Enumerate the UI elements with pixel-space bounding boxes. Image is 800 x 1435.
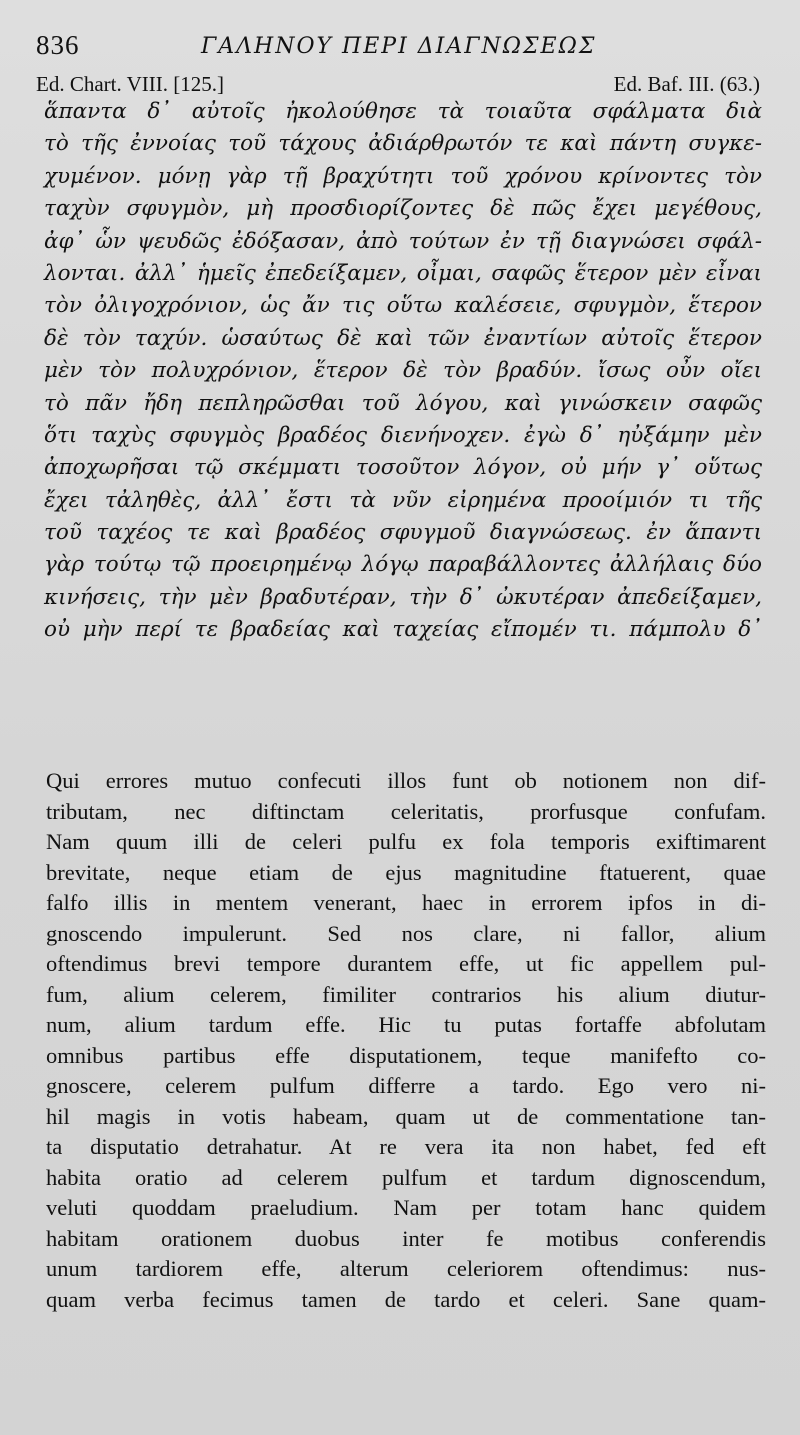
greek-line: τὸν ὀλιγοχρόνιον, ὡς ἄν τις οὕτω καλέσειε, σφυγμὸν, ἕτερον xyxy=(44,293,762,319)
greek-line: τὸ τῆς ἐννοίας τοῦ τάχους ἀδιάρθρωτόν τε καὶ πάντη συγκε- xyxy=(44,131,762,157)
edition-reference-chartier: Ed. Chart. VIII. [125.] xyxy=(36,72,224,96)
latin-line: hil magis in votis habeam, quam ut de commentatione tan- xyxy=(46,1103,766,1129)
latin-line: habita oratio ad celerem pulfum et tardum dignoscendum, xyxy=(46,1164,766,1190)
latin-line: quam verba fecimus tamen de tardo et celeri. Sane quam- xyxy=(46,1286,766,1312)
latin-line: gnoscere, celerem pulfum differre a tardo. Ego vero ni- xyxy=(46,1073,766,1098)
latin-line: Nam quum illi de celeri pulfu ex fola temporis exiftimarent xyxy=(46,829,766,854)
greek-line: ἔχει τἀληθὲς, ἀλλ᾽ ἔστι τὰ νῦν εἰρημένα προοίμιόν τι τῆς xyxy=(44,487,762,513)
greek-line: χυμένον. μόνῃ γὰρ τῇ βραχύτητι τοῦ χρόνου κρίνοντες τὸν xyxy=(44,163,762,189)
latin-translation-block xyxy=(46,766,766,1315)
latin-line: gnoscendo impulerunt. Sed nos clare, ni fallor, alium xyxy=(46,920,766,946)
edition-reference-row xyxy=(36,72,760,96)
latin-line: falfo illis in mentem venerant, haec in errorem ipfos in di- xyxy=(46,890,766,915)
greek-line: μὲν τὸν πολυχρόνιον, ἕτερον δὲ τὸν βραδύν. ἴσως οὖν οἴει xyxy=(44,358,762,384)
latin-line: brevitate, neque etiam de ejus magnitudine ftatuerent, quae xyxy=(46,859,766,885)
running-title: ΓΑΛΗΝΟΥ ΠΕΡΙ ΔΙΑΓΝΩΣΕΩΣ xyxy=(201,34,597,59)
greek-line: γὰρ τούτῳ τῷ προειρημένῳ λόγῳ παραβάλλοντες ἀλλήλαις δύο xyxy=(44,552,762,578)
greek-line: δὲ τὸν ταχύν. ὡσαύτως δὲ καὶ τῶν ἐναντίων αὐτοῖς ἕτερον xyxy=(44,325,762,351)
page-header xyxy=(36,30,760,66)
latin-line: habitam orationem duobus inter fe motibus conferendis xyxy=(46,1225,766,1251)
greek-line: ἅπαντα δ᾽ αὐτοῖς ἠκολούθησε τὰ τοιαῦτα σφάλματα διὰ xyxy=(44,99,762,124)
page-number: 836 xyxy=(36,30,80,60)
edition-reference-basel: Ed. Baf. III. (63.) xyxy=(613,72,760,96)
greek-line: ἀποχωρῆσαι τῷ σκέμματι τοσοῦτον λόγον, οὐ μήν γ᾽ οὕτως xyxy=(44,455,762,481)
greek-line: τὸ πᾶν ἤδη πεπληρῶσθαι τοῦ λόγου, καὶ γινώσκειν σαφῶς xyxy=(44,390,762,416)
latin-line: veluti quoddam praeludium. Nam per totam hanc quidem xyxy=(46,1195,766,1220)
latin-line: omnibus partibus effe disputationem, teque manifefto co- xyxy=(46,1042,766,1068)
latin-line: unum tardiorem effe, alterum celeriorem oftendimus: nus- xyxy=(46,1256,766,1281)
latin-line: Qui errores mutuo confecuti illos funt ob notionem non dif- xyxy=(46,768,766,793)
greek-text-block xyxy=(44,96,762,647)
latin-line: fum, alium celerem, fimiliter contrarios his alium diutur- xyxy=(46,981,766,1007)
greek-line: τοῦ ταχέος τε καὶ βραδέος σφυγμοῦ διαγνώσεως. ἐν ἅπαντι xyxy=(44,520,762,546)
latin-line: ta disputatio detrahatur. At re vera ita non habet, fed eft xyxy=(46,1134,766,1159)
latin-line: oftendimus brevi tempore durantem effe, ut fic appellem pul- xyxy=(46,951,766,976)
greek-line: ὅτι ταχὺς σφυγμὸς βραδέος διενήνοχεν. ἐγὼ δ᾽ ηὐξάμην μὲν xyxy=(44,422,762,448)
greek-line: κινήσεις, τὴν μὲν βραδυτέραν, τὴν δ᾽ ὠκυτέραν ἀπεδείξαμεν, xyxy=(44,584,762,610)
latin-line: num, alium tardum effe. Hic tu putas fortaffe abfolutam xyxy=(46,1012,766,1037)
latin-line: tributam, nec diftinctam celeritatis, prorfusque confufam. xyxy=(46,798,766,824)
greek-line: ἀφ᾽ ὧν ψευδῶς ἐδόξασαν, ἀπὸ τούτων ἐν τῇ διαγνώσει σφάλ- xyxy=(44,228,762,254)
greek-line: οὐ μὴν περί τε βραδείας καὶ ταχείας εἴπομέν τι. πάμπολυ δ᾽ xyxy=(44,617,762,643)
greek-line: λονται. ἀλλ᾽ ἡμεῖς ἐπεδείξαμεν, οἶμαι, σαφῶς ἕτερον μὲν εἶναι xyxy=(44,260,762,286)
greek-line: ταχὺν σφυγμὸν, μὴ προσδιορίζοντες δὲ πῶς ἔχει μεγέθους, xyxy=(44,196,762,222)
